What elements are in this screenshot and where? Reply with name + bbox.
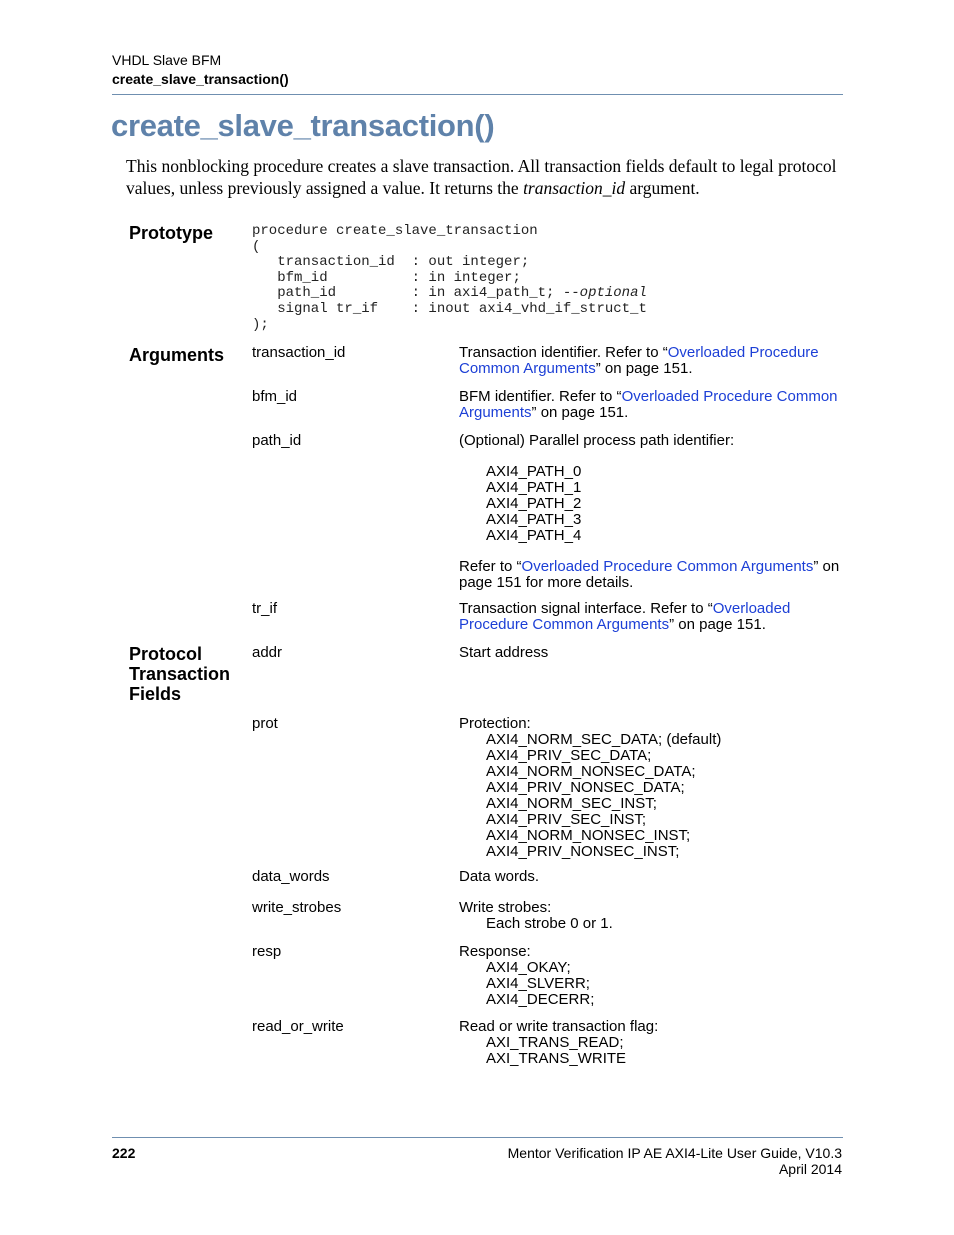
enum-value: Each strobe 0 or 1. [486,915,613,932]
field-name-resp: resp [252,943,282,960]
field-desc-addr: Start address [459,644,549,661]
desc-text: ” on page 151 for more details. [459,558,840,591]
field-desc-prot [459,716,844,860]
field-desc-write-strobes [459,900,844,932]
code-line: ( [252,238,261,255]
arguments-heading: Arguments [129,345,225,365]
enum-value: AXI4_NORM_SEC_INST; [486,795,657,812]
enum-value: AXI4_PRIV_NONSEC_INST; [486,843,680,860]
protocol-fields-heading [129,644,230,704]
field-desc-resp [459,944,844,1008]
arg-name-path-id: path_id [252,432,302,449]
code-line: ); [252,316,269,333]
desc-text: BFM identifier. Refer to “ [459,388,622,405]
footer-rule [112,1137,843,1138]
field-name-prot: prot [252,715,278,732]
enum-value: AXI4_NORM_NONSEC_DATA; [486,763,696,780]
field-name-data-words: data_words [252,868,330,885]
running-header-section: VHDL Slave BFM [112,52,222,68]
enum-value: AXI4_PATH_0 [486,463,582,480]
prototype-code [252,224,647,333]
code-comment: --optional [562,285,647,302]
enum-value: AXI4_PRIV_NONSEC_DATA; [486,779,685,796]
arg-desc-path-id [459,433,844,591]
code-line: path_id : in axi4_path_t; [252,285,563,302]
arg-name-transaction-id: transaction_id [252,344,346,361]
footer-doc-title: Mentor Verification IP AE AXI4-Lite User Guide, V10.3 [507,1145,842,1161]
code-line: procedure create_slave_transaction [252,223,538,239]
link-overloaded-procedure-common-arguments[interactable]: Overloaded Procedure Common Arguments [459,388,838,421]
desc-text: Write strobes: [459,899,552,916]
desc-text: ” on page 151. [531,404,629,421]
intro-text: This nonblocking procedure creates a slave transaction. All transaction fields default to legal protocol values, unless previously assigned a value. It returns the [126,156,837,198]
path-id-values [459,464,844,544]
enum-value: AXI4_DECERR; [486,991,595,1008]
resp-values [459,960,844,1008]
enum-value: AXI4_PATH_1 [486,479,582,496]
heading-line: Fields [129,684,182,704]
heading-line: Transaction [129,664,231,684]
field-desc-data-words: Data words. [459,868,540,885]
enum-value: AXI4_PATH_3 [486,511,582,528]
running-header-subsection: create_slave_transaction() [112,71,289,87]
prot-values [459,732,844,860]
desc-text: (Optional) Parallel process path identifier: [459,432,735,449]
link-overloaded-procedure-common-arguments[interactable]: Overloaded Procedure Common Arguments [459,344,819,377]
prototype-heading: Prototype [129,223,214,243]
link-overloaded-procedure-common-arguments[interactable]: Overloaded Procedure Common Arguments [521,558,814,575]
desc-text: Transaction signal interface. Refer to “ [459,600,713,617]
enum-value: AXI4_PRIV_SEC_INST; [486,811,647,828]
page-number: 222 [112,1145,136,1161]
desc-text: Transaction identifier. Refer to “ [459,344,668,361]
link-overloaded-procedure-common-arguments[interactable]: Overloaded Procedure Common Arguments [459,600,791,633]
enum-value: AXI4_PRIV_SEC_DATA; [486,747,652,764]
page-title: create_slave_transaction() [111,108,495,143]
footer-doc-info [508,1145,842,1177]
intro-text-end: argument. [625,178,700,198]
enum-value: AXI4_NORM_NONSEC_INST; [486,827,691,844]
enum-value: AXI4_OKAY; [486,959,571,976]
code-line: signal tr_if : inout axi4_vhd_if_struct_t [252,300,647,317]
field-desc-read-or-write [459,1019,844,1067]
desc-text: ” on page 151. [669,616,766,633]
path-id-refer [459,559,844,591]
arg-desc-bfm-id [459,389,844,421]
field-name-addr: addr [252,644,283,661]
code-line: bfm_id : in integer; [252,269,521,286]
arg-desc-transaction-id [459,345,844,377]
desc-text: Response: [459,943,531,960]
enum-value: AXI4_SLVERR; [486,975,590,992]
desc-text: Read or write transaction flag: [459,1018,659,1035]
enum-value: AXI4_PATH_4 [486,527,582,544]
enum-value: AXI4_PATH_2 [486,495,582,512]
footer-date: April 2014 [778,1161,842,1177]
field-name-write-strobes: write_strobes [252,899,342,916]
intro-emphasis: transaction_id [523,178,626,198]
header-rule [112,94,843,95]
field-name-read-or-write: read_or_write [252,1018,344,1035]
read-or-write-values [459,1035,844,1067]
heading-line: Protocol [129,644,203,664]
enum-value: AXI_TRANS_READ; [486,1034,624,1051]
intro-paragraph [126,155,846,199]
enum-value: AXI_TRANS_WRITE [486,1050,627,1067]
enum-value: AXI4_NORM_SEC_DATA; (default) [486,731,722,748]
desc-text: Protection: [459,715,531,732]
arg-name-tr-if: tr_if [252,600,278,617]
code-line: transaction_id : out integer; [252,254,530,271]
arg-desc-tr-if [459,601,844,633]
desc-text: ” on page 151. [595,360,693,377]
desc-text: Refer to “ [459,558,522,575]
arg-name-bfm-id: bfm_id [252,388,298,405]
